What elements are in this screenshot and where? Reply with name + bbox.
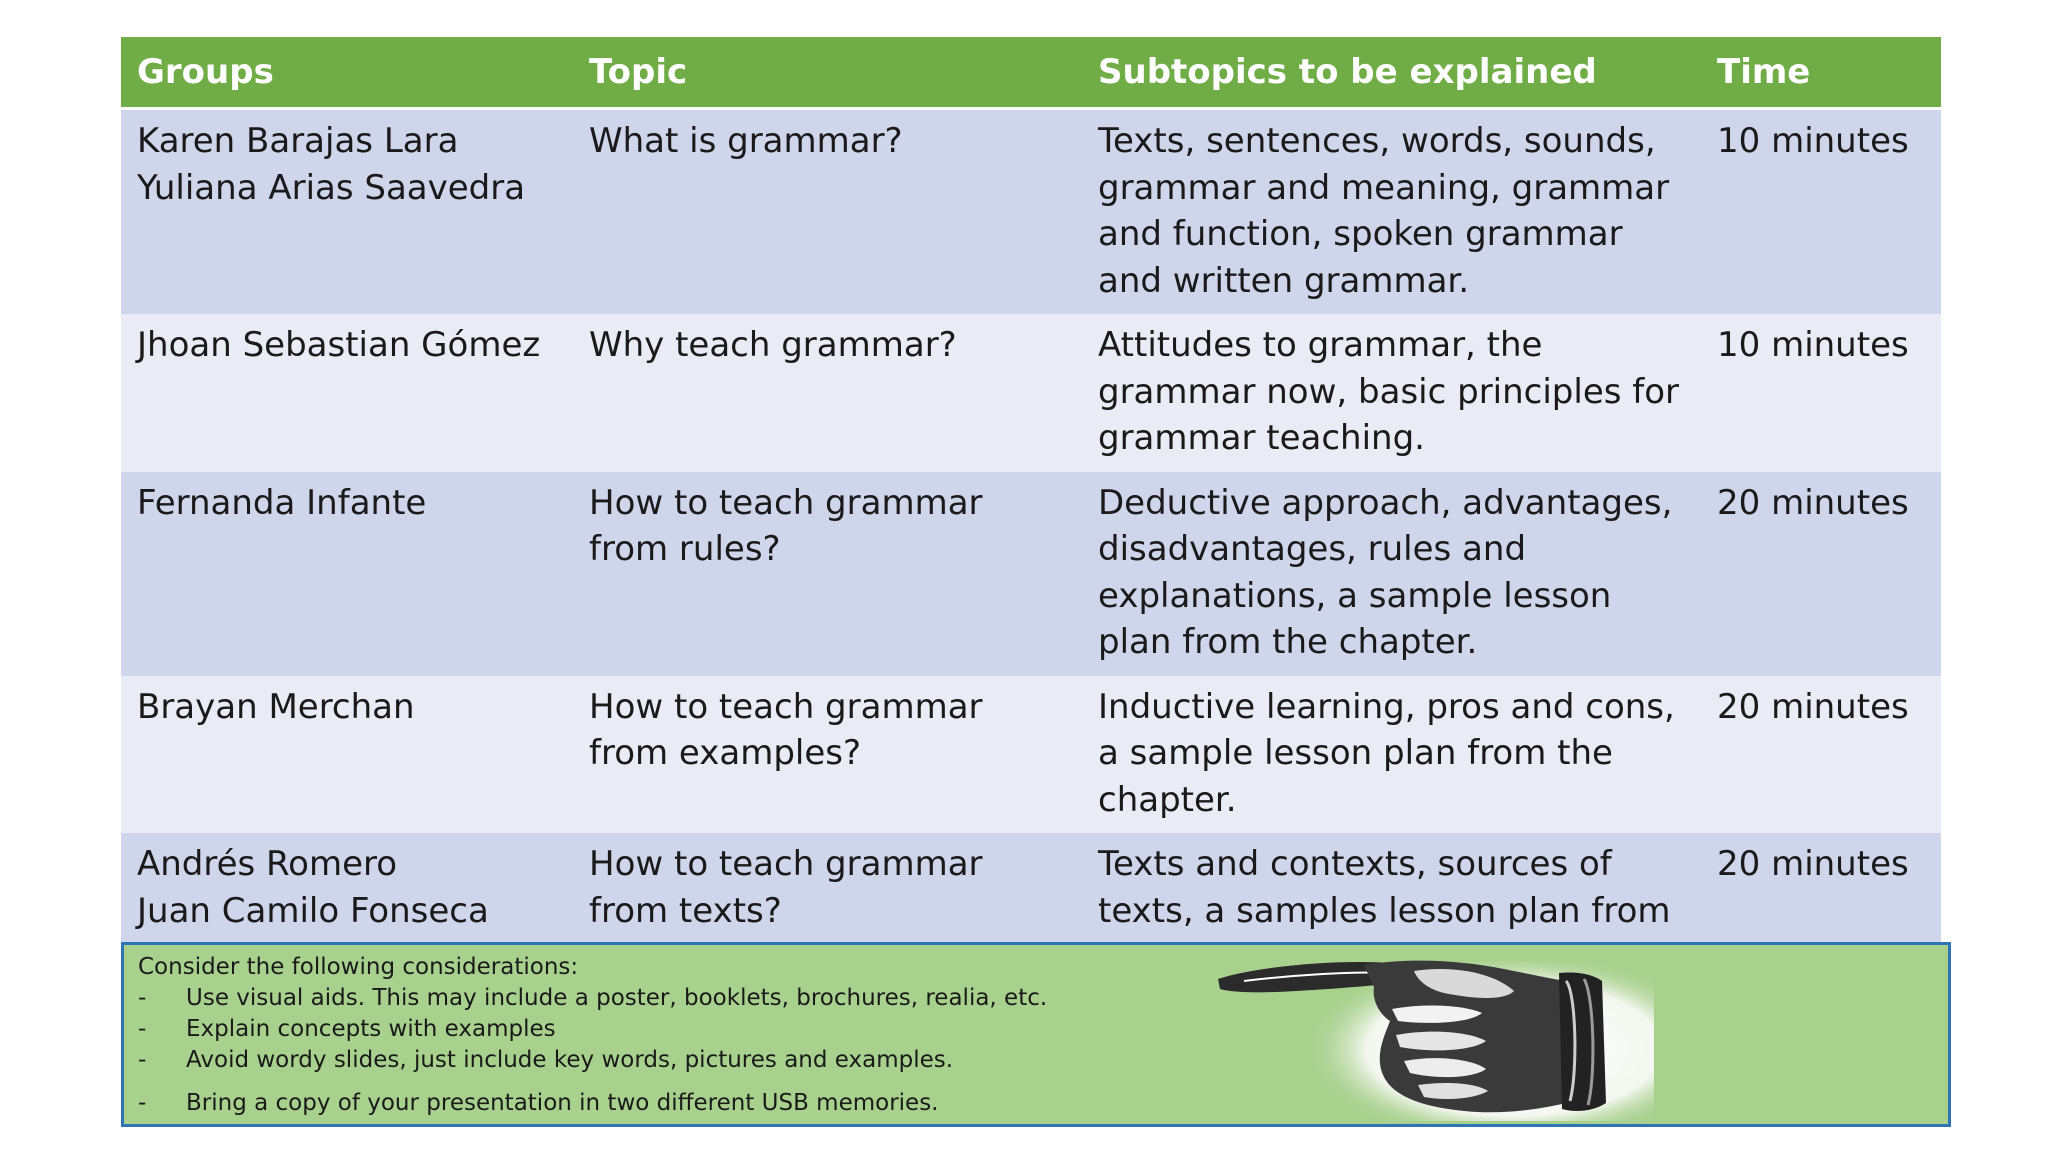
consideration-item (138, 1047, 953, 1073)
consideration-text: Avoid wordy slides, just include key words, pictures and examples. (186, 1047, 954, 1073)
header-topic: Topic (573, 37, 1082, 109)
table-row (121, 676, 1941, 834)
bullet-dash: - (138, 1047, 147, 1073)
considerations-box (121, 942, 1951, 1127)
time-cell: 10 minutes (1701, 314, 1941, 472)
time-cell: 20 minutes (1701, 676, 1941, 834)
considerations-title: Consider the following considerations: (138, 954, 579, 980)
topic-cell: How to teach grammar from examples? (573, 676, 1082, 834)
bullet-dash: - (138, 1016, 147, 1042)
time-cell: 20 minutes (1701, 472, 1941, 676)
subtopics-cell: Inductive learning, pros and cons, a sample lesson plan from the chapter. (1082, 676, 1701, 834)
consideration-item (138, 1090, 939, 1116)
student-name: Brayan Merchan (137, 686, 415, 727)
time-cell: 10 minutes (1701, 109, 1941, 315)
header-groups: Groups (121, 37, 573, 109)
subtopics-cell: Texts, sentences, words, sounds, grammar and meaning, grammar and function, spoken grammar and written grammar. (1082, 109, 1701, 315)
consideration-item (138, 985, 1047, 1011)
presentation-schedule-table (121, 37, 1941, 991)
consideration-item (138, 1016, 556, 1042)
consideration-text: Use visual aids. This may include a poster, booklets, brochures, realia, etc. (186, 985, 1048, 1011)
table-row (121, 314, 1941, 472)
groups-cell (121, 109, 573, 315)
topic-cell: How to teach grammar from texts? (573, 833, 1082, 991)
student-name: Karen Barajas Lara (137, 121, 459, 161)
header-subtopics: Subtopics to be explained (1082, 37, 1701, 109)
table-row (121, 472, 1941, 676)
subtopics-cell: Attitudes to grammar, the grammar now, basic principles for grammar teaching. (1082, 314, 1701, 472)
groups-cell (121, 472, 573, 676)
groups-cell (121, 314, 573, 472)
student-name: Yuliana Arias Saavedra (137, 167, 526, 208)
table-header-row (121, 37, 1941, 109)
topic-cell: How to teach grammar from rules? (573, 472, 1082, 676)
table-row (121, 109, 1941, 315)
student-name: Andrés Romero (137, 844, 398, 884)
groups-cell (121, 676, 573, 834)
topic-cell: Why teach grammar? (573, 314, 1082, 472)
student-name: Fernanda Infante (137, 482, 427, 523)
subtopics-cell: Deductive approach, advantages, disadvantages, rules and explanations, a sample lesson plan from the chapter. (1082, 472, 1701, 676)
consideration-text: Explain concepts with examples (186, 1016, 556, 1042)
student-name: Jhoan Sebastian Gómez (137, 325, 541, 365)
bullet-dash: - (138, 1090, 147, 1116)
pointing-hand-icon (1214, 951, 1662, 1126)
bullet-dash: - (138, 985, 147, 1011)
header-time: Time (1701, 37, 1941, 109)
subtopics-cell: Texts and contexts, sources of texts, a samples lesson plan from (1082, 833, 1701, 991)
time-cell: 20 minutes (1701, 833, 1941, 991)
student-name: Juan Camilo Fonseca (137, 890, 489, 931)
topic-cell: What is grammar? (573, 109, 1082, 315)
consideration-text: Bring a copy of your presentation in two different USB memories. (186, 1090, 939, 1116)
